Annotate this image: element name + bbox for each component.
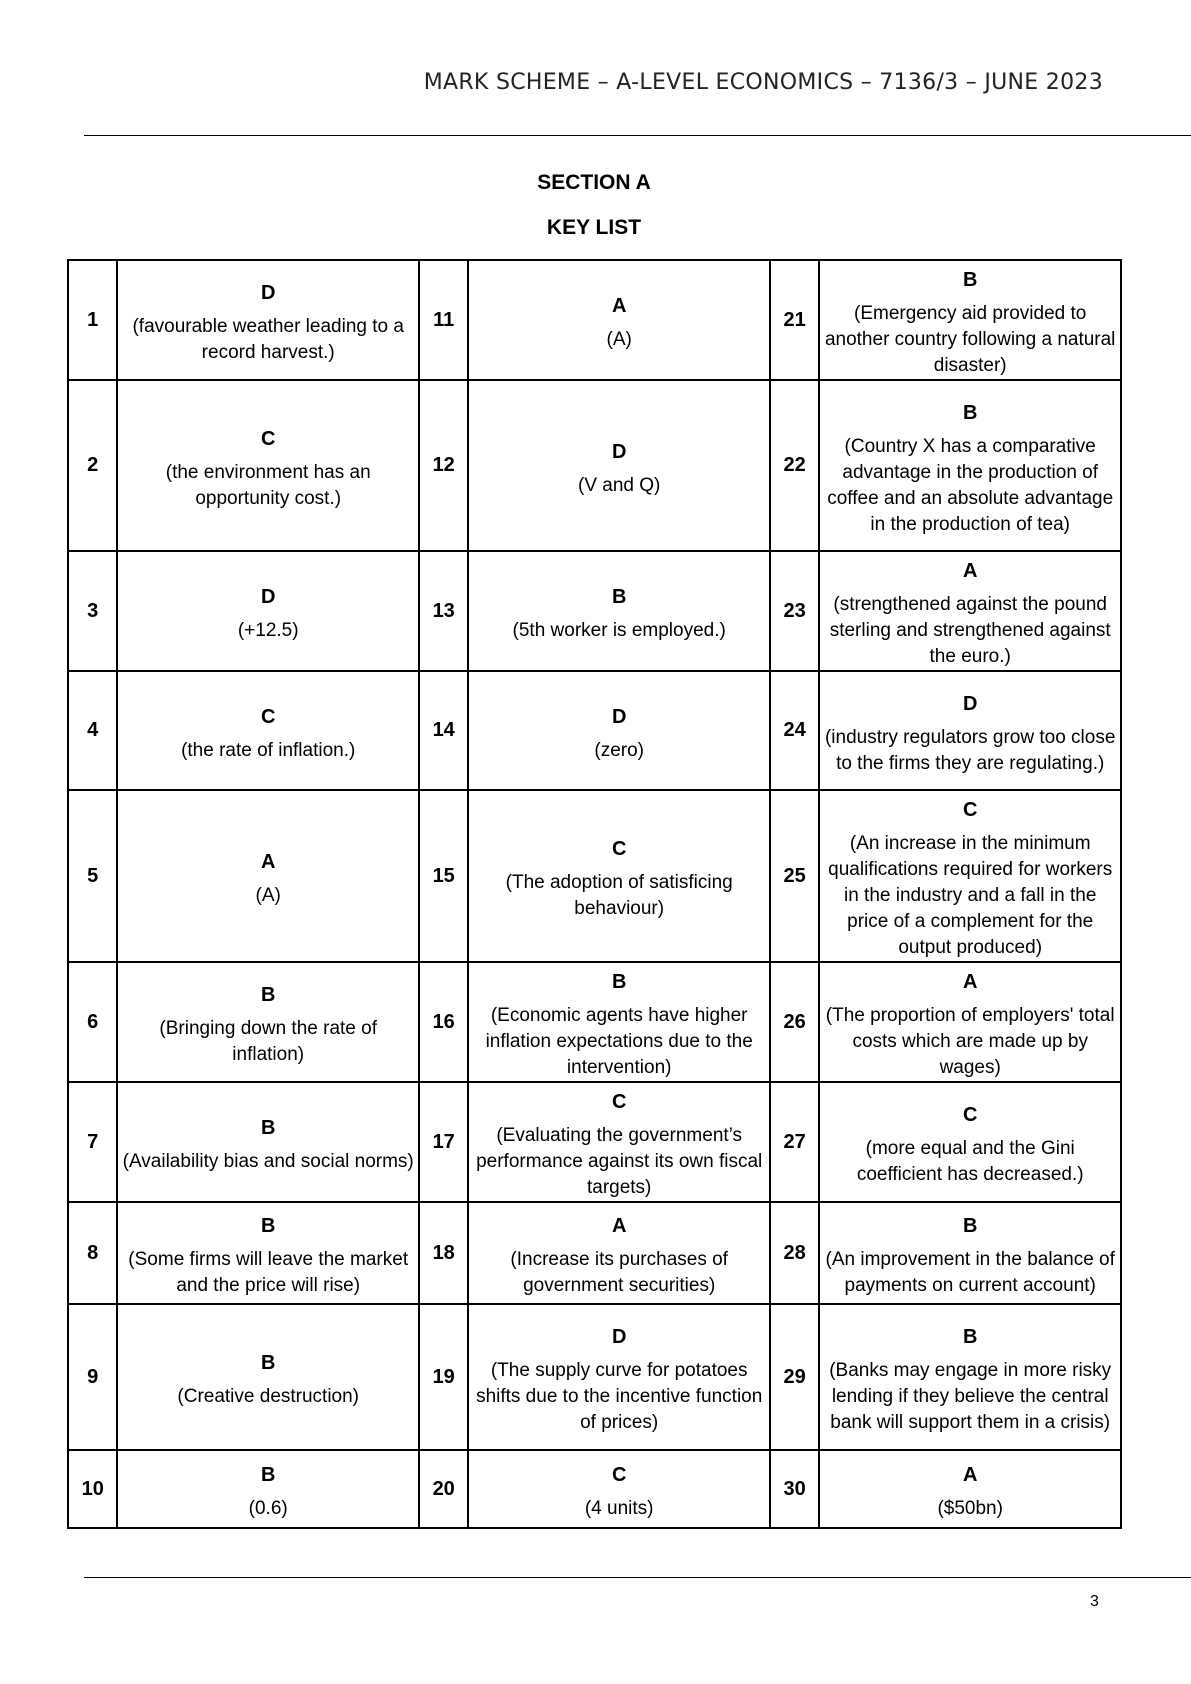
answer-cell xyxy=(117,1450,419,1528)
question-number: 6 xyxy=(68,962,117,1082)
answer-cell xyxy=(819,260,1121,380)
table-row xyxy=(68,1082,1121,1202)
answer-description: (Bringing down the rate of inflation) xyxy=(159,1018,377,1065)
question-number: 1 xyxy=(68,260,117,380)
table-row xyxy=(68,1304,1121,1450)
header-rule xyxy=(84,135,1191,136)
answer-cell xyxy=(117,1202,419,1304)
answer-description: (the environment has an opportunity cost.) xyxy=(165,461,371,509)
answer-letter: D xyxy=(611,440,627,463)
table-row xyxy=(68,551,1121,671)
answer-description: (favourable weather leading to a record harvest.) xyxy=(132,316,404,363)
question-number: 3 xyxy=(68,551,117,671)
answer-letter: A xyxy=(611,295,627,317)
question-number: 21 xyxy=(770,260,819,380)
question-number: 11 xyxy=(419,260,468,380)
answer-description: (An increase in the minimum qualifications required for workers in the industry and a fall in the price of a complement for the output produced) xyxy=(828,833,1113,958)
answer-description: (industry regulators grow too close to the firms they are regulating.) xyxy=(824,726,1116,774)
answer-letter: B xyxy=(260,1117,276,1139)
table-row xyxy=(68,962,1121,1082)
question-number: 23 xyxy=(770,551,819,671)
answer-cell xyxy=(819,1304,1121,1450)
answer-letter: B xyxy=(962,1215,978,1237)
answer-letter: D xyxy=(260,282,276,304)
answer-letter: B xyxy=(611,586,627,608)
table-row xyxy=(68,1202,1121,1304)
question-number: 8 xyxy=(68,1202,117,1304)
table-row xyxy=(68,380,1121,551)
answer-key-table xyxy=(67,259,1122,1529)
answer-description: (A) xyxy=(255,885,281,906)
answer-letter: A xyxy=(611,1215,627,1237)
table-row xyxy=(68,671,1121,790)
answer-description: (5th worker is employed.) xyxy=(512,620,726,641)
answer-letter: D xyxy=(260,586,276,608)
table-row xyxy=(68,260,1121,380)
answer-description: (more equal and the Gini coefficient has decreased.) xyxy=(856,1138,1084,1185)
answer-description: ($50bn) xyxy=(937,1498,1003,1519)
document-header: MARK SCHEME – A-LEVEL ECONOMICS – 7136/3 – JUNE 2023 xyxy=(423,70,1103,95)
answer-letter: C xyxy=(260,705,276,728)
answer-cell xyxy=(468,790,770,962)
question-number: 28 xyxy=(770,1202,819,1304)
answer-letter: B xyxy=(962,401,978,424)
table-row xyxy=(68,790,1121,962)
answer-description: (0.6) xyxy=(248,1498,288,1519)
answer-letter: C xyxy=(611,1091,627,1113)
answer-description: (the rate of inflation.) xyxy=(181,739,356,761)
key-list-title: KEY LIST xyxy=(546,216,642,239)
question-number: 14 xyxy=(419,671,468,790)
answer-cell xyxy=(468,671,770,790)
answer-cell xyxy=(468,962,770,1082)
question-number: 5 xyxy=(68,790,117,962)
answer-description: (4 units) xyxy=(584,1498,654,1519)
answer-description: (Banks may engage in more risky lending if they believe the central bank will support them in a crisis) xyxy=(829,1360,1112,1433)
answer-description: (The supply curve for potatoes shifts due to the incentive function of prices) xyxy=(476,1360,763,1433)
question-number: 27 xyxy=(770,1082,819,1202)
answer-letter: B xyxy=(260,984,276,1006)
answer-letter: A xyxy=(962,560,978,582)
answer-description: (The adoption of satisficing behaviour) xyxy=(505,872,733,919)
question-number: 4 xyxy=(68,671,117,790)
answer-letter: B xyxy=(962,269,978,291)
answer-description: (An improvement in the balance of payments on current account) xyxy=(825,1249,1115,1296)
answer-cell xyxy=(819,671,1121,790)
question-number: 13 xyxy=(419,551,468,671)
answer-description: (A) xyxy=(606,329,632,350)
answer-cell xyxy=(117,671,419,790)
answer-cell xyxy=(117,551,419,671)
answer-cell xyxy=(117,962,419,1082)
answer-letter: A xyxy=(962,971,978,993)
answer-description: (V and Q) xyxy=(578,474,661,496)
question-number: 15 xyxy=(419,790,468,962)
question-number: 24 xyxy=(770,671,819,790)
answer-cell xyxy=(117,260,419,380)
answer-cell xyxy=(468,1202,770,1304)
footer-rule xyxy=(84,1577,1191,1578)
question-number: 10 xyxy=(68,1450,117,1528)
answer-letter: C xyxy=(260,427,276,450)
answer-description: (Emergency aid provided to another country following a natural disaster) xyxy=(824,303,1116,376)
answer-description: (Economic agents have higher inflation expectations due to the intervention) xyxy=(485,1005,753,1078)
answer-letter: A xyxy=(260,851,276,873)
question-number: 12 xyxy=(419,380,468,551)
answer-letter: C xyxy=(611,838,627,860)
answer-letter: D xyxy=(962,692,978,715)
question-number: 9 xyxy=(68,1304,117,1450)
answer-cell xyxy=(819,962,1121,1082)
answer-description: (Country X has a comparative advantage in the production of coffee and an absolute advantage in the production of tea) xyxy=(827,435,1114,535)
answer-letter: C xyxy=(962,799,978,821)
answer-cell xyxy=(468,1304,770,1450)
answer-cell xyxy=(819,1450,1121,1528)
answer-description: (Increase its purchases of government securities) xyxy=(510,1249,728,1296)
question-number: 7 xyxy=(68,1082,117,1202)
answer-letter: B xyxy=(260,1352,276,1374)
answer-description: (Creative destruction) xyxy=(177,1386,360,1407)
answer-description: (Availability bias and social norms) xyxy=(122,1151,414,1172)
answer-cell xyxy=(819,1082,1121,1202)
answer-description: (strengthened against the pound sterling and strengthened against the euro.) xyxy=(829,594,1111,667)
answer-letter: A xyxy=(962,1464,978,1486)
question-number: 22 xyxy=(770,380,819,551)
question-number: 16 xyxy=(419,962,468,1082)
answer-cell xyxy=(468,380,770,551)
question-number: 26 xyxy=(770,962,819,1082)
answer-description: (zero) xyxy=(594,739,644,761)
answer-cell xyxy=(468,260,770,380)
section-title: SECTION A xyxy=(537,171,651,194)
answer-letter: C xyxy=(611,1464,627,1486)
table-row xyxy=(68,1450,1121,1528)
answer-cell xyxy=(468,551,770,671)
answer-letter: B xyxy=(611,971,627,993)
question-number: 17 xyxy=(419,1082,468,1202)
answer-letter: C xyxy=(962,1104,978,1126)
answer-cell xyxy=(819,1202,1121,1304)
answer-cell xyxy=(117,380,419,551)
answer-letter: B xyxy=(962,1326,978,1348)
answer-cell xyxy=(819,551,1121,671)
answer-description: (+12.5) xyxy=(237,620,299,641)
question-number: 25 xyxy=(770,790,819,962)
question-number: 20 xyxy=(419,1450,468,1528)
answer-cell xyxy=(117,1082,419,1202)
question-number: 30 xyxy=(770,1450,819,1528)
answer-cell xyxy=(819,790,1121,962)
answer-letter: B xyxy=(260,1215,276,1237)
question-number: 29 xyxy=(770,1304,819,1450)
question-number: 19 xyxy=(419,1304,468,1450)
answer-cell xyxy=(819,380,1121,551)
question-number: 18 xyxy=(419,1202,468,1304)
answer-description: (Some firms will leave the market and the price will rise) xyxy=(128,1249,409,1296)
question-number: 2 xyxy=(68,380,117,551)
answer-cell xyxy=(117,1304,419,1450)
answer-cell xyxy=(468,1082,770,1202)
answer-cell xyxy=(468,1450,770,1528)
answer-cell xyxy=(117,790,419,962)
answer-description: (Evaluating the government’s performance against its own fiscal targets) xyxy=(476,1125,763,1198)
answer-letter: D xyxy=(611,1326,627,1348)
answer-letter: B xyxy=(260,1464,276,1486)
page-number: 3 xyxy=(1090,1593,1099,1610)
answer-letter: D xyxy=(611,705,627,728)
answer-description: (The proportion of employers' total costs which are made up by wages) xyxy=(825,1005,1115,1078)
